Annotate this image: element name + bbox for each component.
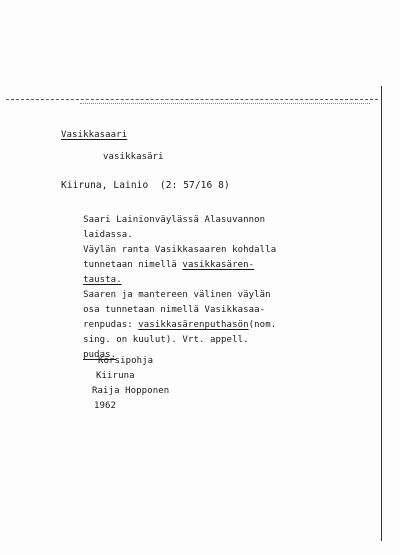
body-text: renpudas: [83,320,139,330]
top-dotted-rule [80,103,370,104]
dialect-form: vasikkasäri [103,152,164,162]
card-title: Vasikkasaari [61,130,128,140]
underlined-term: vasikkasären- [182,260,255,270]
right-margin-rule [381,86,382,541]
place-reference: Kiiruna, Lainio (2: 57/16 8) [61,180,230,191]
signature-village: Körsipohja [98,356,154,366]
underlined-term: pudas. [83,350,117,360]
body-text: sing. on kuulut). Vrt. appell. [83,335,249,345]
top-dashed-rule [6,99,378,100]
signature-year: 1962 [94,401,117,411]
signature-collector: Raija Hopponen [92,386,170,396]
underlined-term: tausta. [83,275,122,285]
body-text: Väylän ranta Vasikkasaaren kohdalla [83,245,277,255]
signature-municipality: Kiiruna [96,371,135,381]
body-text: Saaren ja mantereen välinen väylän [83,290,271,300]
body-text: laidassa. [83,230,133,240]
body-text: Saari Lainionväylässä Alasuvannon [83,215,266,225]
body-text: (nom. [248,320,277,330]
body-text: tunnetaan nimellä [83,260,183,270]
underlined-term: vasikkasärenputhasön [138,320,249,330]
body-text: osa tunnetaan nimellä Vasikkasaa- [83,305,266,315]
